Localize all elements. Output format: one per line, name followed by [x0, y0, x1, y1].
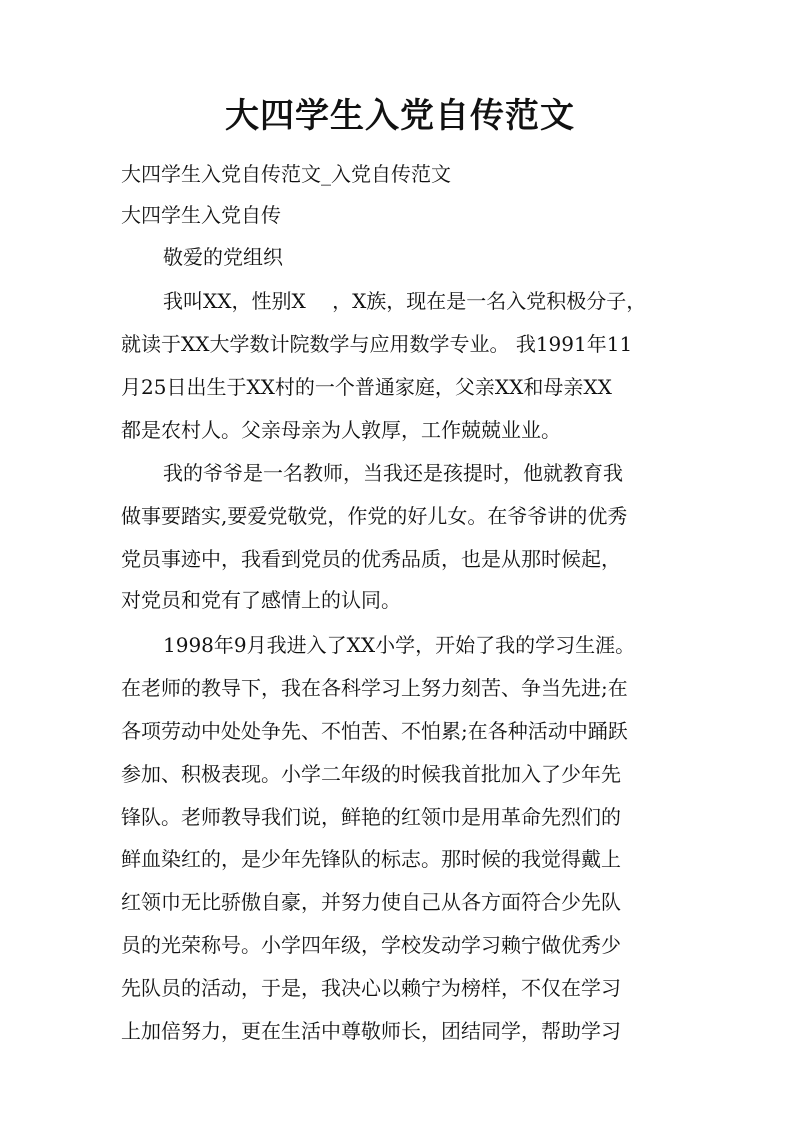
paragraph-line: 先队员的活动，于是，我决心以赖宁为榜样，不仅在学习: [121, 976, 621, 1000]
paragraph-line: 鲜血染红的，是少年先锋队的标志。那时候的我觉得戴上: [121, 847, 621, 871]
section-heading: 大四学生入党自传: [121, 203, 281, 227]
paragraph-line: 参加、积极表现。小学二年级的时候我首批加入了少年先: [121, 762, 621, 786]
paragraph-line: 就读于XX大学数计院数学与应用数学专业。 我1991年11: [121, 332, 633, 356]
paragraph-line: 都是农村人。父亲母亲为人敦厚，工作兢兢业业。: [121, 418, 561, 442]
paragraph-line: 对党员和党有了感情上的认同。: [121, 588, 401, 612]
paragraph-line: 我的爷爷是一名教师，当我还是孩提时，他就教育我: [163, 461, 623, 485]
subtitle-line: 大四学生入党自传范文_入党自传范文: [121, 162, 451, 186]
paragraph-line: 月25日出生于XX村的一个普通家庭，父亲XX和母亲XX: [121, 375, 612, 399]
paragraph-line: 员的光荣称号。小学四年级，学校发动学习赖宁做优秀少: [121, 933, 621, 957]
paragraph-line: 做事要踏实,要爱党敬党，作党的好儿女。在爷爷讲的优秀: [121, 504, 628, 528]
paragraph-line: 我叫XX，性别X ，X族，现在是一名入党积极分子，: [163, 289, 647, 313]
paragraph-line: 党员事迹中，我看到党员的优秀品质，也是从那时候起，: [121, 547, 621, 571]
paragraph-line: 红领巾无比骄傲自豪，并努力使自己从各方面符合少先队: [121, 890, 621, 914]
paragraph-line: 各项劳动中处处争先、不怕苦、不怕累;在各种活动中踊跃: [121, 719, 628, 743]
paragraph-line: 上加倍努力，更在生活中尊敬师长，团结同学，帮助学习: [121, 1019, 621, 1043]
salutation: 敬爱的党组织: [163, 245, 283, 269]
paragraph-line: 在老师的教导下，我在各科学习上努力刻苦、争当先进;在: [121, 676, 628, 700]
document-title: 大四学生入党自传范文: [225, 96, 575, 136]
paragraph-line: 1998年9月我进入了XX小学，开始了我的学习生涯。: [163, 633, 636, 657]
paragraph-line: 锋队。老师教导我们说，鲜艳的红领巾是用革命先烈们的: [121, 805, 621, 829]
